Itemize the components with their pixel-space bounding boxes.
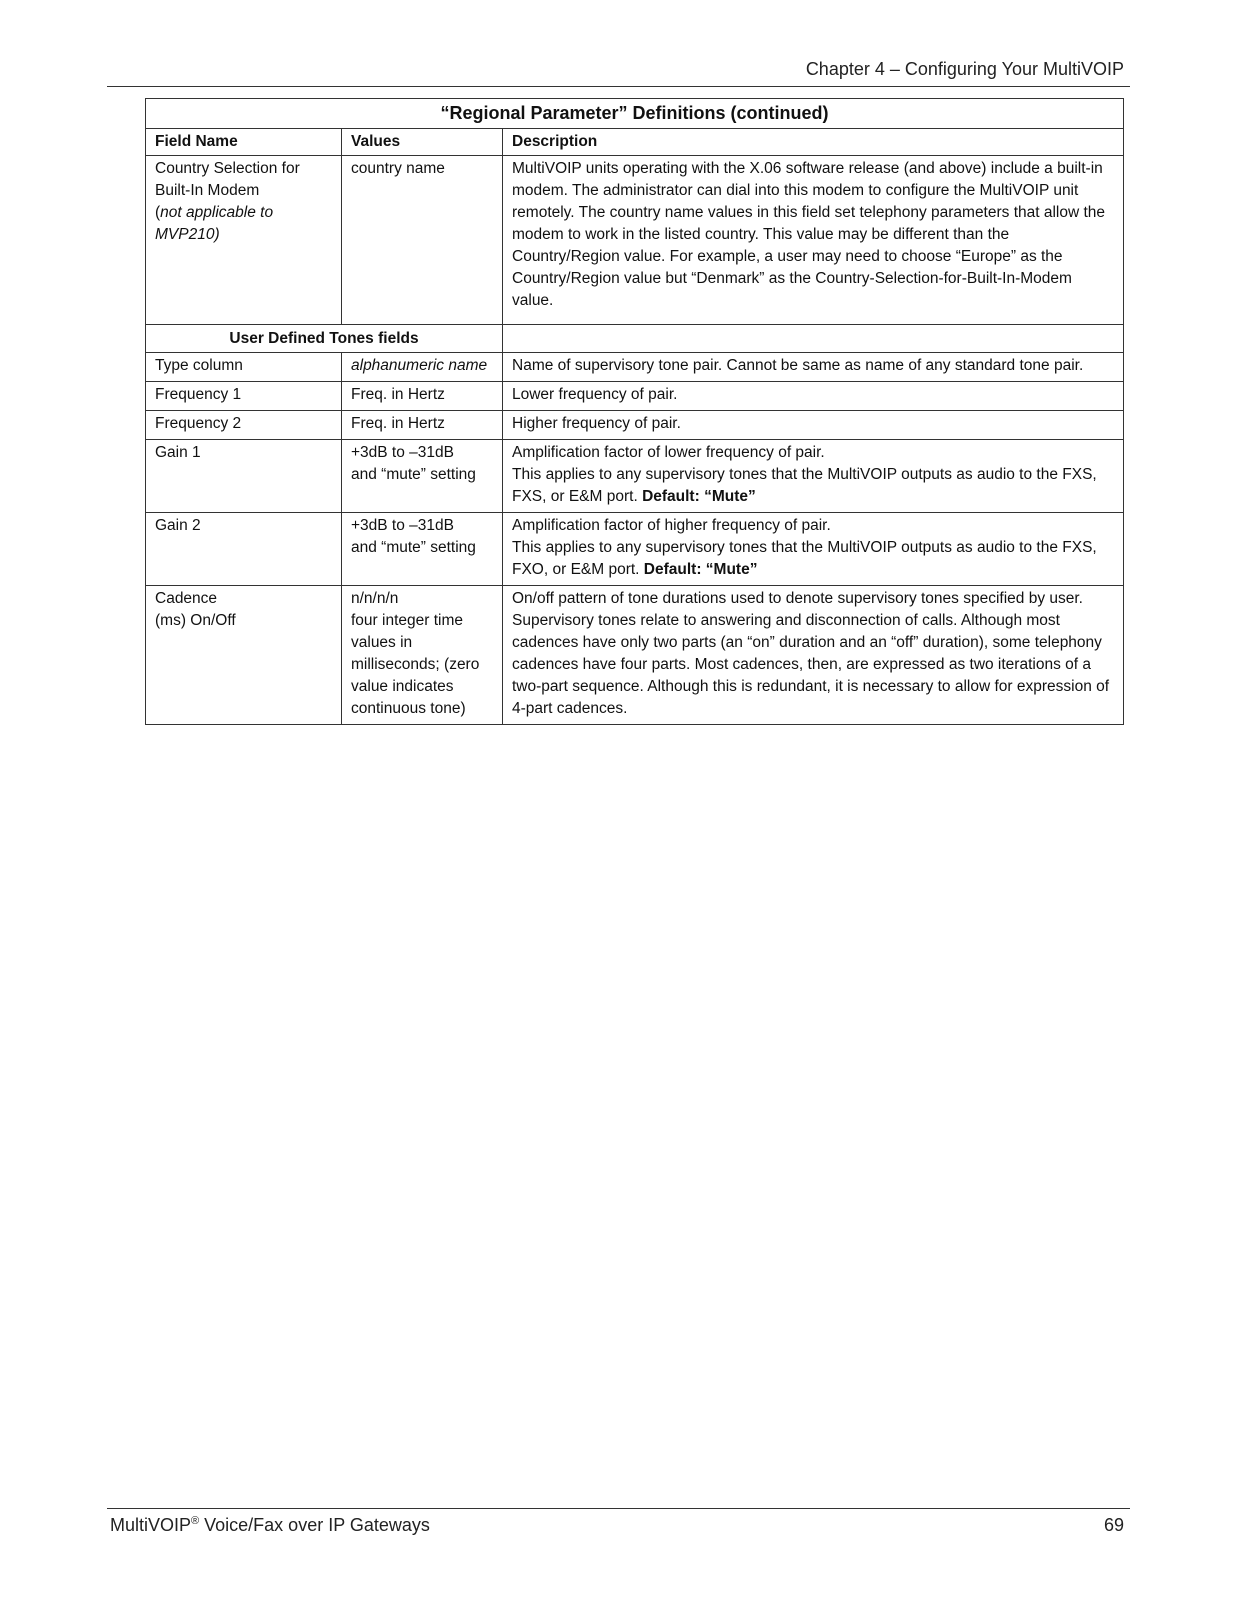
default-value: Default: “Mute” bbox=[642, 488, 756, 505]
field-name-line: Built-In Modem bbox=[155, 182, 260, 199]
page-header bbox=[107, 56, 1130, 87]
description-cell: Lower frequency of pair. bbox=[503, 382, 1124, 411]
table-row-cadence bbox=[146, 586, 1124, 725]
description-cell: Name of supervisory tone pair. Cannot be same as name of any standard tone pair. bbox=[503, 353, 1124, 382]
chapter-title: Chapter 4 – Configuring Your MultiVOIP bbox=[805, 59, 1124, 79]
description-cell: MultiVOIP units operating with the X.06 software release (and above) include a built-in modem. The administrator can dial into this modem to configure the MultiVOIP unit remotely. The country name values in this field set telephony parameters that allow the modem to work in the listed country. This value may be different than the Country/Region value. For example, a user may need to choose “Europe” as the Country/Region value but “Denmark” as the Country-Selection-for-Built-In-Modem value. bbox=[503, 156, 1124, 325]
value-line: and “mute” setting bbox=[351, 466, 476, 483]
field-name-line: (ms) On/Off bbox=[155, 612, 236, 629]
section-title-user-defined-tones: User Defined Tones fields bbox=[146, 325, 503, 353]
value-line: +3dB to –31dB bbox=[351, 517, 454, 534]
description-line: This applies to any supervisory tones that the MultiVOIP outputs as audio to the FXS, FXO, or E&M port. bbox=[512, 539, 1097, 578]
page-number: 69 bbox=[1103, 1515, 1124, 1535]
value-line: four integer time values in milliseconds; (zero value indicates continuous tone) bbox=[351, 612, 480, 717]
regional-parameter-table-wrapper bbox=[145, 98, 1123, 725]
registered-mark: ® bbox=[191, 1515, 200, 1527]
field-cell: Gain 2 bbox=[146, 513, 342, 586]
field-name-line: Country Selection for bbox=[155, 160, 300, 177]
value-cell bbox=[342, 513, 503, 586]
field-note-italic: not applicable to MVP210) bbox=[155, 204, 274, 243]
description-cell: Higher frequency of pair. bbox=[503, 411, 1124, 440]
table-title-row bbox=[146, 99, 1124, 129]
table-row-gain-1 bbox=[146, 440, 1124, 513]
product-name: MultiVOIP bbox=[110, 1515, 192, 1535]
table-row-gain-2 bbox=[146, 513, 1124, 586]
regional-parameter-table bbox=[145, 98, 1124, 725]
field-cell: Gain 1 bbox=[146, 440, 342, 513]
section-empty-cell bbox=[503, 325, 1124, 353]
description-line: This applies to any supervisory tones that the MultiVOIP outputs as audio to the FXS, FXS, or E&M port. bbox=[512, 466, 1097, 505]
table-row-type-column bbox=[146, 353, 1124, 382]
table-title: “Regional Parameter” Definitions (continued) bbox=[146, 99, 1124, 129]
value-cell bbox=[342, 586, 503, 725]
field-cell: Frequency 2 bbox=[146, 411, 342, 440]
column-header-values: Values bbox=[342, 129, 503, 156]
value-cell bbox=[342, 440, 503, 513]
field-note-paren: ( bbox=[155, 204, 161, 221]
field-cell bbox=[146, 156, 342, 325]
table-row-frequency-2 bbox=[146, 411, 1124, 440]
page-footer bbox=[107, 1508, 1130, 1549]
description-line: Amplification factor of lower frequency of pair. bbox=[512, 444, 825, 461]
field-cell: Type column bbox=[146, 353, 342, 382]
description-line: Amplification factor of higher frequency of pair. bbox=[512, 517, 831, 534]
description-cell bbox=[503, 440, 1124, 513]
column-header-field-name: Field Name bbox=[146, 129, 342, 156]
column-header-description: Description bbox=[503, 129, 1124, 156]
value-cell: country name bbox=[342, 156, 503, 325]
value-line: and “mute” setting bbox=[351, 539, 476, 556]
description-cell: On/off pattern of tone durations used to denote supervisory tones specified by user. Supervisory tones relate to answering and disconnection of calls. Although most cadences have only two parts (an “on” duration and an “off” duration), some telephony cadences have four parts. Most cadences, then, are expressed as two iterations of a two-part sequence. Although this is redundant, it is necessary to allow for expression of 4-part cadences. bbox=[503, 586, 1124, 725]
footer-product-name bbox=[110, 1515, 430, 1536]
table-section-row bbox=[146, 325, 1124, 353]
field-cell bbox=[146, 586, 342, 725]
field-cell: Frequency 1 bbox=[146, 382, 342, 411]
default-value: Default: “Mute” bbox=[643, 561, 758, 578]
field-name-line: Cadence bbox=[155, 590, 218, 607]
value-line: +3dB to –31dB bbox=[351, 444, 454, 461]
table-header-row bbox=[146, 129, 1124, 156]
value-cell: alphanumeric name bbox=[342, 353, 503, 382]
value-cell: Freq. in Hertz bbox=[342, 382, 503, 411]
value-cell: Freq. in Hertz bbox=[342, 411, 503, 440]
value-line: n/n/n/n bbox=[351, 590, 399, 607]
product-suffix: Voice/Fax over IP Gateways bbox=[199, 1515, 430, 1535]
description-cell bbox=[503, 513, 1124, 586]
table-row-frequency-1 bbox=[146, 382, 1124, 411]
table-row-country-selection bbox=[146, 156, 1124, 325]
